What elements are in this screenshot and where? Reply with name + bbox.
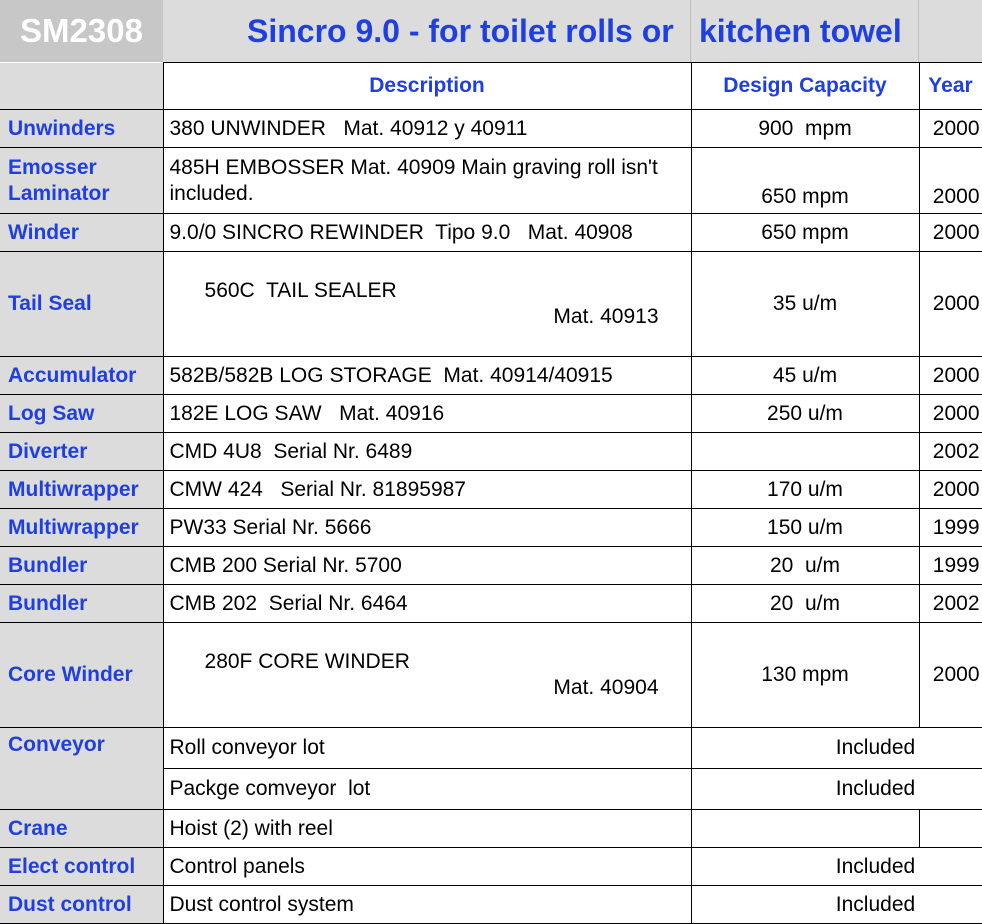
category-cell: Crane bbox=[0, 810, 163, 848]
description-cell bbox=[163, 623, 691, 728]
year-cell: 2000 bbox=[919, 214, 982, 252]
table-row bbox=[0, 547, 982, 585]
category-cell: Winder bbox=[0, 214, 163, 252]
description-cell: 182E LOG SAW Mat. 40916 bbox=[163, 395, 691, 433]
capacity-cell: 150 u/m bbox=[691, 509, 919, 547]
description-cell: CMW 424 Serial Nr. 81895987 bbox=[163, 471, 691, 509]
description-cell: CMD 4U8 Serial Nr. 6489 bbox=[163, 433, 691, 471]
category-cell: Dust control bbox=[0, 886, 163, 924]
description-cell: Hoist (2) with reel bbox=[163, 810, 691, 848]
table-row bbox=[0, 471, 982, 509]
year-cell: 2000 bbox=[919, 395, 982, 433]
table-row bbox=[0, 585, 982, 623]
status-cell: Included bbox=[691, 886, 982, 924]
description-cell: 9.0/0 SINCRO REWINDER Tipo 9.0 Mat. 40908 bbox=[163, 214, 691, 252]
category-cell: Bundler bbox=[0, 585, 163, 623]
category-cell: Tail Seal bbox=[0, 252, 163, 357]
capacity-cell: 130 mpm bbox=[691, 623, 919, 728]
category-cell: Elect control bbox=[0, 848, 163, 886]
title-part-1: Sincro 9.0 - for toilet rolls or bbox=[247, 12, 674, 49]
description-cell bbox=[163, 252, 691, 357]
capacity-cell: 35 u/m bbox=[691, 252, 919, 357]
table-row bbox=[0, 395, 982, 433]
year-cell: 1999 bbox=[919, 547, 982, 585]
description-header: Description bbox=[163, 63, 691, 110]
year-cell: 2000 bbox=[919, 148, 982, 214]
category-header-cell bbox=[0, 63, 163, 110]
description-cell: Packge comveyor lot bbox=[163, 769, 691, 810]
sheet-title bbox=[163, 0, 982, 62]
status-cell: Included bbox=[691, 728, 982, 769]
capacity-cell: 900 mpm bbox=[691, 110, 919, 148]
capacity-header: Design Capacity bbox=[691, 63, 919, 110]
table-row bbox=[0, 110, 982, 148]
column-header-row bbox=[0, 63, 982, 110]
category-cell: Multiwrapper bbox=[0, 471, 163, 509]
table-row bbox=[0, 357, 982, 395]
year-cell: 1999 bbox=[919, 509, 982, 547]
description-cell: 485H EMBOSSER Mat. 40909 Main graving roll isn't included. bbox=[163, 148, 691, 214]
description-cell: CMB 202 Serial Nr. 6464 bbox=[163, 585, 691, 623]
year-cell: 2002 bbox=[919, 585, 982, 623]
title-part-2: kitchen towel bbox=[699, 12, 902, 49]
year-cell bbox=[919, 810, 982, 848]
capacity-cell: 650 mpm bbox=[691, 214, 919, 252]
category-cell: Conveyor bbox=[0, 728, 163, 810]
category-cell: Accumulator bbox=[0, 357, 163, 395]
category-cell: Unwinders bbox=[0, 110, 163, 148]
capacity-cell bbox=[691, 433, 919, 471]
capacity-cell bbox=[691, 810, 919, 848]
table-row bbox=[0, 623, 982, 728]
description-cell: Control panels bbox=[163, 848, 691, 886]
spec-code: SM2308 bbox=[0, 0, 163, 62]
year-cell: 2000 bbox=[919, 252, 982, 357]
capacity-cell: 20 u/m bbox=[691, 585, 919, 623]
table-row bbox=[0, 433, 982, 471]
category-cell: Log Saw bbox=[0, 395, 163, 433]
description-cell: Roll conveyor lot bbox=[163, 728, 691, 769]
table-row bbox=[0, 214, 982, 252]
capacity-cell: 250 u/m bbox=[691, 395, 919, 433]
category-cell: Bundler bbox=[0, 547, 163, 585]
capacity-cell: 20 u/m bbox=[691, 547, 919, 585]
capacity-cell: 650 mpm bbox=[691, 148, 919, 214]
equipment-table bbox=[0, 62, 982, 924]
description-cell: PW33 Serial Nr. 5666 bbox=[163, 509, 691, 547]
table-row bbox=[0, 728, 982, 769]
description-cell: 380 UNWINDER Mat. 40912 y 40911 bbox=[163, 110, 691, 148]
status-cell: Included bbox=[691, 769, 982, 810]
category-cell: Multiwrapper bbox=[0, 509, 163, 547]
table-row bbox=[0, 848, 982, 886]
description-text: 280F CORE WINDER bbox=[204, 650, 410, 673]
material-number: Mat. 40913 bbox=[553, 305, 659, 328]
description-cell: CMB 200 Serial Nr. 5700 bbox=[163, 547, 691, 585]
year-cell: 2000 bbox=[919, 357, 982, 395]
status-cell: Included bbox=[691, 848, 982, 886]
year-header: Year bbox=[919, 63, 982, 110]
title-divider bbox=[690, 0, 691, 62]
year-cell: 2000 bbox=[919, 623, 982, 728]
description-text: 560C TAIL SEALER bbox=[204, 279, 397, 302]
capacity-cell: 45 u/m bbox=[691, 357, 919, 395]
table-row bbox=[0, 886, 982, 924]
table-row bbox=[0, 148, 982, 214]
category-cell: Diverter bbox=[0, 433, 163, 471]
table-row bbox=[0, 509, 982, 547]
category-cell: Core Winder bbox=[0, 623, 163, 728]
year-cell: 2000 bbox=[919, 110, 982, 148]
year-cell: 2000 bbox=[919, 471, 982, 509]
description-cell: 582B/582B LOG STORAGE Mat. 40914/40915 bbox=[163, 357, 691, 395]
description-cell: Dust control system bbox=[163, 886, 691, 924]
category-cell: Emosser Laminator bbox=[0, 148, 163, 214]
capacity-cell: 170 u/m bbox=[691, 471, 919, 509]
year-cell: 2002 bbox=[919, 433, 982, 471]
title-divider bbox=[918, 0, 919, 62]
table-row bbox=[0, 252, 982, 357]
material-number: Mat. 40904 bbox=[553, 676, 659, 699]
table-row bbox=[0, 810, 982, 848]
